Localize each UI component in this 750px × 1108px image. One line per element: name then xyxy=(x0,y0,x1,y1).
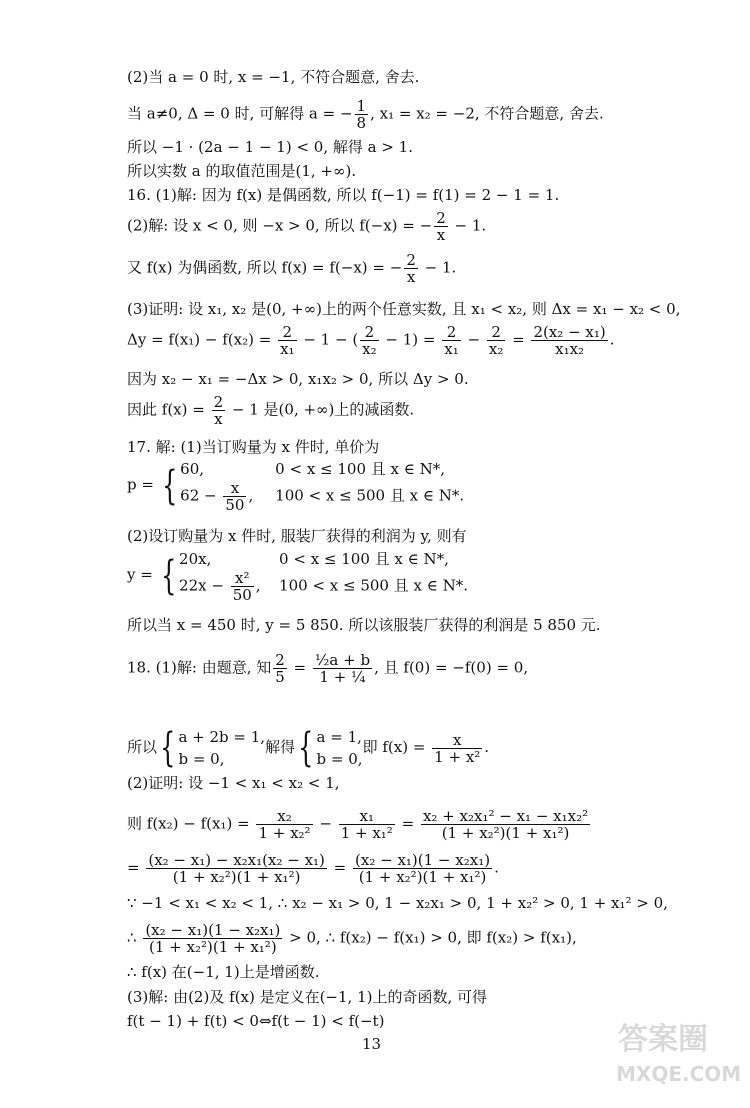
text-line: (2)解: 设 x < 0, 则 −x > 0, 所以 f(−x) = − $\frac{2}{x}$ − 1. xyxy=(127,209,487,244)
text-line: ∵ −1 < x₁ < x₂ < 1, ∴ x₂ − x₁ > 0, 1 − x₂x₁ > 0, 1 + x₂² > 0, 1 + x₁² > 0, xyxy=(127,894,668,912)
text-line: 16. (1)解: 因为 f(x) 是偶函数, 所以 f(−1) = f(1) = 2 − 1 = 1. xyxy=(127,186,560,204)
watermark-url: MXQE.COM xyxy=(616,1062,742,1086)
fraction: $\frac{2}{x}$ xyxy=(406,251,416,286)
text-line: 所以 −1 · (2a − 1 − 1) < 0, 解得 a > 1. xyxy=(127,138,413,156)
text-line: 所以{ a + 2b = 1, b = 0, 解得{ a = 1, b = 0, 即 f(x) = $\frac{x}{\text{1 + x²}}$ . xyxy=(127,725,490,771)
text-line: (3)解: 由(2)及 f(x) 是定义在(−1, 1)上的奇函数, 可得 xyxy=(127,988,488,1006)
text-line: 所以当 x = 450 时, y = 5 850. 所以该服装厂获得的利润是 5 850 元. xyxy=(127,616,601,634)
text-line: 17. 解: (1)当订购量为 x 件时, 单价为 xyxy=(127,438,380,456)
text-line: 因此 f(x) = $\frac{2}{x}$ − 1 是(0, +∞)上的减函数. xyxy=(127,393,415,428)
text-line: 所以实数 a 的取值范围是(1, +∞). xyxy=(127,162,357,180)
text-line: ∴ $\frac{\text{(x₂ − x₁)(1 − x₂x₁)}}{\text{(1 + x₂²)(1 + x₁²)}}$ > 0, ∴ f(x₂) − f(x₁) > 0, 即 f(x₂) > f(x₁), xyxy=(127,921,577,956)
text-line: (2)设订购量为 x 件时, 服装厂获得的利润为 y, 则有 xyxy=(127,527,467,545)
text-line: (2)当 a = 0 时, x = −1, 不符合题意, 舍去. xyxy=(127,68,420,86)
fraction: $\frac{1}{8}$ xyxy=(356,97,367,132)
text-line: 则 f(x₂) − f(x₁) = $\frac{\text{x₂}}{\text{1 + x₂²}}$ − $\frac{\text{x₁}}{\text{1 + x₁²}}$ = $\frac{\text{x₂ + x₂x₁² − x₁ − x₁x₂²}}{\text{(1 + x₂²)(1 + x₁²)}}$ xyxy=(127,807,589,842)
text-line: 当 a≠0, Δ = 0 时, 可解得 a = − $\frac{1}{8}$ , x₁ = x₂ = −2, 不符合题意, 舍去. xyxy=(127,97,604,132)
watermark-logo xyxy=(610,1012,742,1100)
text-line: = $\frac{\text{(x₂ − x₁) − x₂x₁(x₂ − x₁)}}{\text{(1 + x₂²)(1 + x₁²)}}$ = $\frac{\text{(x₂ − x₁)(1 − x₂x₁)}}{\text{(1 + x₂²)(1 + x₁²)}}$ . xyxy=(127,851,499,886)
text-line: ∴ f(x) 在(−1, 1)上是增函数. xyxy=(127,963,320,981)
text-line: (2)证明: 设 −1 < x₁ < x₂ < 1, xyxy=(127,774,340,792)
text-line: (3)证明: 设 x₁, x₂ 是(0, +∞)上的两个任意实数, 且 x₁ < x₂, 则 Δx = x₁ − x₂ < 0, xyxy=(127,300,681,318)
page-number: 13 xyxy=(362,1035,382,1053)
watermark-text: 答案圈 xyxy=(618,1022,708,1057)
fraction: $\frac{2}{x}$ xyxy=(436,209,446,244)
text-line: 18. (1)解: 由题意, 知 $\frac{2}{5}$ = $\frac{\text{½a + b}}{\text{1 + ¼}}$ , 且 f(0) = −f(0) = 0, xyxy=(127,651,529,686)
text-line: 因为 x₂ − x₁ = −Δx > 0, x₁x₂ > 0, 所以 Δy > 0. xyxy=(127,370,469,388)
text-line: Δy = f(x₁) − f(x₂) = $\frac{2}{\text{x₁}}$ − 1 − ( $\frac{2}{\text{x₂}}$ − 1) = $\frac{2}{\text{x₁}}$ − $\frac{2}{\text{x₂}}$ = $\frac{\text{2(x₂ − x₁)}}{\text{x₁x₂}}$ . xyxy=(127,323,615,358)
piecewise-p: p = { 60, 0 < x ≤ 100 且 x ∈ N*, 62 − $\frac{x}{50}$ , 100 < x ≤ 500 且 x ∈ N*. xyxy=(127,460,465,514)
text-line: 又 f(x) 为偶函数, 所以 f(x) = f(−x) = − $\frac{2}{x}$ − 1. xyxy=(127,251,457,286)
text-line: f(t − 1) + f(t) < 0⇔f(t − 1) < f(−t) xyxy=(127,1012,385,1030)
piecewise-y: y = { 20x, 0 < x ≤ 100 且 x ∈ N*, 22x − $\frac{\text{x²}}{50}$ , 100 < x ≤ 500 且 x ∈ N*. xyxy=(127,550,469,604)
